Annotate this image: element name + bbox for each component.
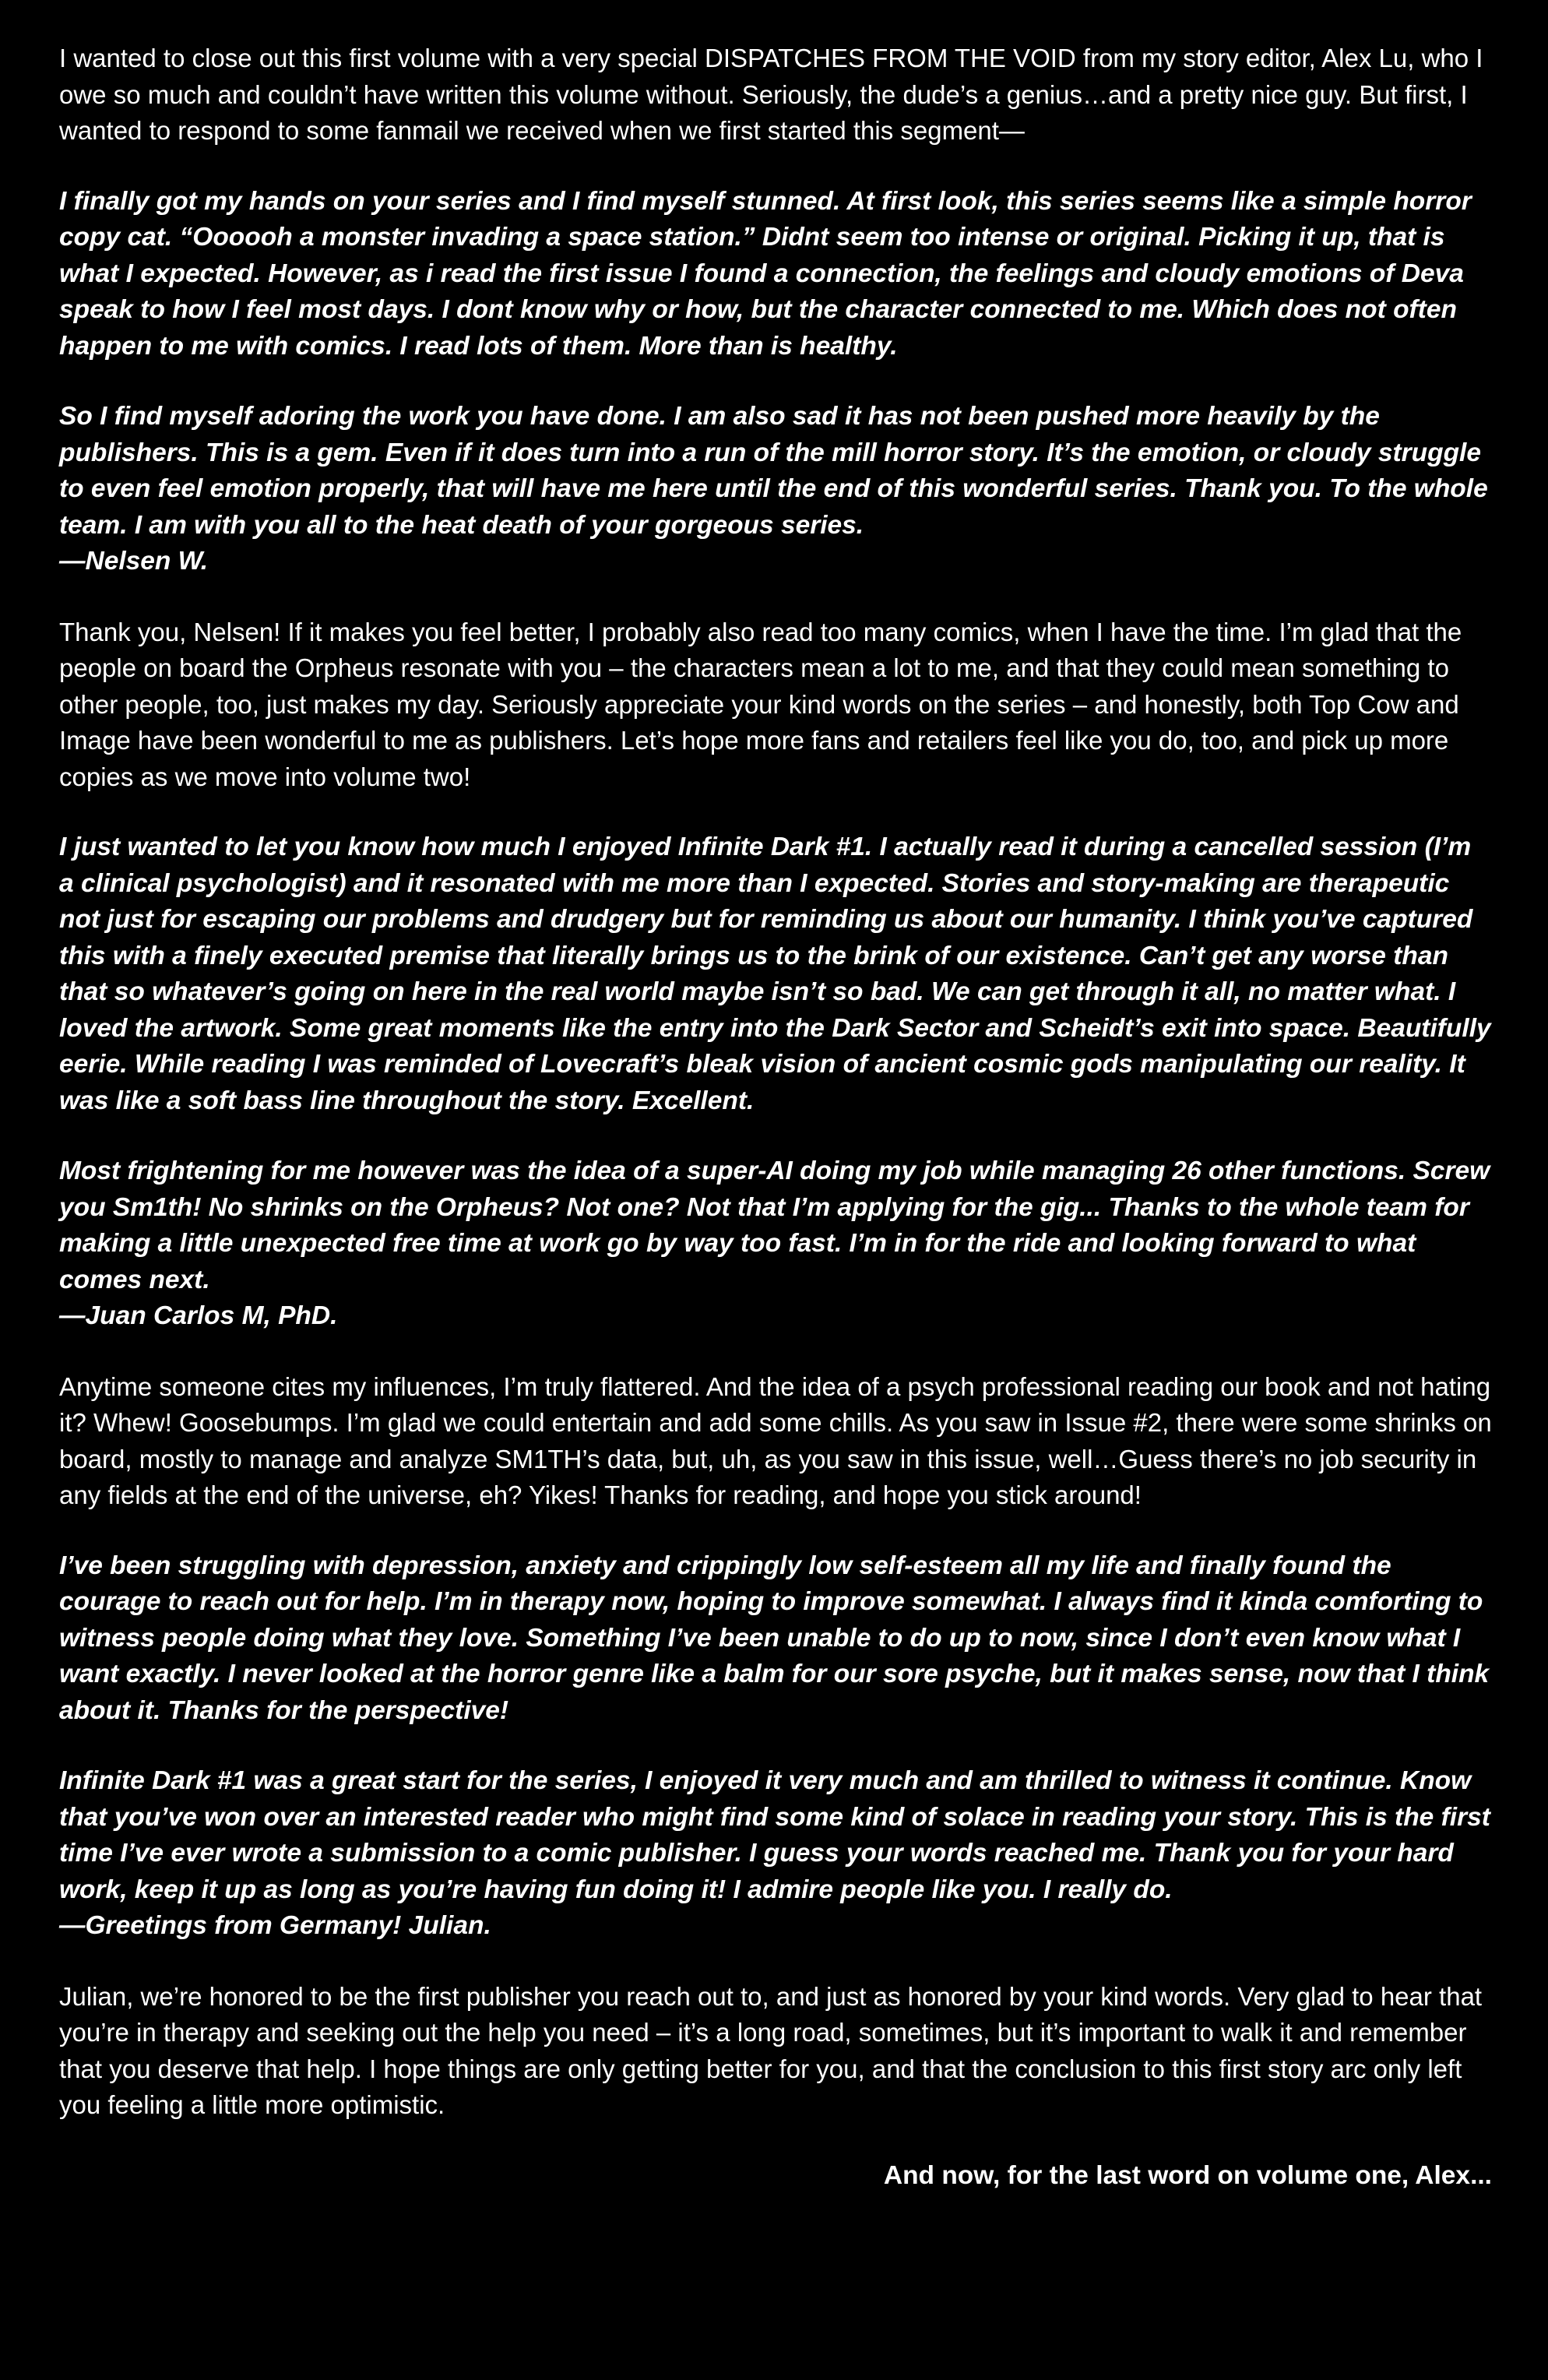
letter-nelsen-paragraph-2 [59, 399, 1492, 580]
letter-nelsen-paragraph-1: I finally got my hands on your series and I find myself stunned. At first look, this series seems like a simple horror copy cat. “Oooooh a monster invading a space station.” Didnt seem too intense or original. Picking it up, that is what I expected. However, as i read the first issue I found a connection, the feelings and cloudy emotions of Deva speak to how I feel most days. I dont know why or how, but the character connected to me. Which does not often happen to me with comics. I read lots of them. More than is healthy. [59, 186, 1472, 361]
letter-nelsen-paragraph-2-text: So I find myself adoring the work you have done. I am also sad it has not been pushed more heavily by the publishers. This is a gem. Even if it does turn into a run of the mill horror story. It’s the emotion, or cloudy struggle to even feel emotion properly, that will have me here until the end of this wonderful series. Thank you. To the whole team. I am with you all to the heat death of your gorgeous series. [59, 402, 1488, 540]
letter-julian-signature: —Greetings from Germany! Julian. [59, 1911, 491, 1940]
intro-paragraph: I wanted to close out this first volume with a very special DISPATCHES FROM THE VOID from my story editor, Alex Lu, who I owe so much and couldn’t have written this volume without. Seriously, the dude’s a genius…and a pretty nice guy. But first, I wanted to respond to some fanmail we received when we first started this segment— [59, 44, 1483, 145]
reply-julian-paragraph: Julian, we’re honored to be the first publisher you reach out to, and just as honored by your kind words. Very glad to hear that you’re in therapy and seeking out the help you need – it’s a long road, sometimes, but it’s important to walk it and remember that you deserve that help. I hope things are only getting better for you, and that the conclusion to this first story arc only left you feeling a little more optimistic. [59, 1981, 1483, 2119]
letter-julian-paragraph-2-text: Infinite Dark #1 was a great start for the series, I enjoyed it very much and am thrilled to witness it continue. Know that you’ve won over an interested reader who might find some kind of solace in reading your story. This is the first time I’ve ever wrote a submission to a comic publisher. I guess your words reached me. Thank you for your hard work, keep it up as long as you’re having fun doing it! I admire people like you. I really do. [59, 1766, 1490, 1904]
letter-julian-paragraph-1: I’ve been struggling with depression, anxiety and crippingly low self-esteem all my life and finally found the courage to reach out for help. I’m in therapy now, hoping to improve somewhat. I always find it kinda comforting to witness people doing what they love. Something I’ve been unable to do up to now, since I don’t even know what I want exactly. I never looked at the horror genre like a balm for our sore psyche, but it makes sense, now that I think about it. Thanks for the perspective! [59, 1551, 1490, 1725]
letter-juan-paragraph-2-text: Most frightening for me however was the idea of a super-AI doing my job while managing 26 other functions. Screw you Sm1th! No shrinks on the Orpheus? Not one? Not that I’m applying for the gig... Thanks to the whole team for making a little unexpected free time at work go by way too fast. I’m in for the ride and looking forward to what comes next. [59, 1157, 1490, 1294]
letter-nelsen-signature: —Nelsen W. [59, 547, 209, 576]
letters-page [59, 40, 1492, 2220]
reply-nelsen-paragraph: Thank you, Nelsen! If it makes you feel better, I probably also read too many comics, when I have the time. I’m glad that the people on board the Orpheus resonate with you – the characters mean a lot to me, and that they could mean something to other people, too, just makes my day. Seriously appreciate your kind words on the series – and honestly, both Top Cow and Image have been wonderful to me as publishers. Let’s hope more fans and retailers feel like you do, too, and pick up more copies as we move into volume two! [59, 617, 1462, 791]
closing-line: And now, for the last word on volume one, Alex... [883, 2160, 1492, 2190]
letter-juan-paragraph-2 [59, 1153, 1492, 1335]
reply-juan-paragraph: Anytime someone cites my influences, I’m truly flattered. And the idea of a psych professional reading our book and not hating it? Whew! Goosebumps. I’m glad we could entertain and add some chills. As you saw in Issue #2, there were some shrinks on board, mostly to manage and analyze SM1TH’s data, but, uh, as you saw in this issue, well…Guess there’s no job security in any fields at the end of the universe, eh? Yikes! Thanks for reading, and hope you stick around! [59, 1371, 1492, 1509]
letter-julian-paragraph-2 [59, 1763, 1492, 1945]
letter-juan-signature: —Juan Carlos M, PhD. [59, 1301, 338, 1330]
letter-juan-paragraph-1: I just wanted to let you know how much I enjoyed Infinite Dark #1. I actually read it during a cancelled session (I’m a clinical psychologist) and it resonated with me more than I expected. Stories and story-making are therapeutic not just for escaping our problems and drudgery but for reminding us about our humanity. I think you’ve captured this with a finely executed premise that literally brings us to the brink of our existence. Can’t get any worse than that so whatever’s going on here in the real world maybe isn’t so bad. We can get through it all, no matter what. I loved the artwork. Some great moments like the entry into the Dark Sector and Scheidt’s exit into space. Beautifully eerie. While reading I was reminded of Lovecraft’s bleak vision of ancient cosmic gods manipulating our reality. It was like a soft bass line throughout the story. Excellent. [59, 833, 1491, 1115]
